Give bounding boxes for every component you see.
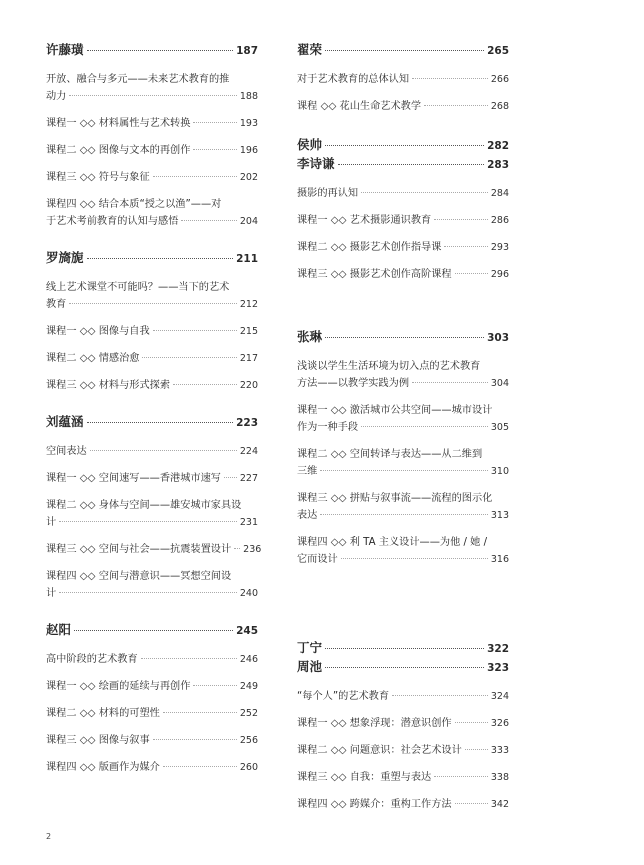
toc-entry-page: 286 — [490, 215, 509, 226]
toc-entry-line — [297, 742, 509, 759]
toc-entry-line — [297, 534, 509, 551]
author-page-number: 322 — [487, 643, 509, 655]
toc-author-block — [297, 42, 509, 115]
author-page-number: 283 — [487, 159, 509, 171]
author-name: 罗旖旎 — [46, 250, 84, 265]
toc-entry[interactable] — [46, 377, 258, 394]
dot-leader — [325, 337, 484, 338]
toc-entry-line — [297, 551, 509, 568]
toc-entry-line — [46, 651, 258, 668]
dot-leader — [455, 273, 488, 274]
author-name: 赵阳 — [46, 622, 72, 637]
toc-entry-page: 256 — [239, 735, 258, 746]
toc-entry-line — [46, 323, 258, 340]
toc-entry-text: 课程四 ◇◇ 版画作为媒介 — [46, 762, 160, 773]
toc-author-block — [297, 659, 509, 813]
dot-leader — [224, 477, 237, 478]
toc-entry[interactable] — [297, 402, 509, 436]
toc-entry-text: 课程一 ◇◇ 激活城市公共空间——城市设计 — [297, 405, 493, 416]
toc-entry-text: 课程二 ◇◇ 摄影艺术创作指导课 — [297, 242, 442, 253]
toc-entry-text: 三维 — [297, 466, 318, 477]
toc-author-block — [46, 622, 258, 776]
toc-entry-text: 计 — [46, 588, 57, 599]
toc-author-heading — [297, 640, 509, 657]
author-page-number: 303 — [487, 332, 509, 344]
toc-entry-page: 304 — [490, 378, 509, 389]
toc-entry-text: 课程三 ◇◇ 自我：重塑与表达 — [297, 772, 432, 783]
toc-entry[interactable] — [297, 534, 509, 568]
toc-entry-page: 342 — [490, 799, 509, 810]
toc-entry-page: 231 — [239, 517, 258, 528]
author-page-number: 187 — [236, 45, 258, 57]
dot-leader — [424, 105, 488, 106]
toc-entry-page: 305 — [490, 422, 509, 433]
dot-leader — [59, 521, 237, 522]
toc-author-block — [297, 640, 509, 657]
toc-author-heading — [297, 42, 509, 59]
author-name: 丁宁 — [297, 640, 323, 655]
toc-entry[interactable] — [297, 358, 509, 392]
toc-entry-text: 课程一 ◇◇ 图像与自我 — [46, 326, 150, 337]
toc-entry-text: 课程三 ◇◇ 空间与社会——抗震装置设计 — [46, 544, 232, 555]
toc-entry-text: 课程二 ◇◇ 身体与空间——雄安城市家具设 — [46, 500, 242, 511]
toc-entry-page: 193 — [239, 118, 258, 129]
toc-entry-text: 课程一 ◇◇ 绘画的延续与再创作 — [46, 681, 191, 692]
toc-entry-page: 188 — [239, 91, 258, 102]
toc-entry-page: 338 — [490, 772, 509, 783]
toc-entry-line — [46, 470, 258, 487]
toc-entry[interactable] — [46, 443, 258, 460]
toc-entry-page: 240 — [239, 588, 258, 599]
toc-entry-text: 对于艺术教育的总体认知 — [297, 74, 410, 85]
toc-entry-list — [46, 279, 258, 394]
dot-leader — [153, 176, 237, 177]
toc-entry[interactable] — [46, 470, 258, 487]
toc-entry[interactable] — [46, 323, 258, 340]
toc-right-column — [297, 36, 509, 833]
toc-author-heading — [297, 156, 509, 173]
dot-leader — [87, 258, 234, 259]
dot-leader — [361, 192, 488, 193]
toc-entry[interactable] — [297, 796, 509, 813]
toc-entry-line — [46, 71, 258, 88]
author-name: 翟荣 — [297, 42, 323, 57]
dot-leader — [153, 330, 237, 331]
toc-author-block — [46, 414, 262, 602]
dot-leader — [142, 357, 236, 358]
toc-entry-line — [46, 196, 258, 213]
toc-entry-line — [297, 212, 509, 229]
toc-author-heading — [297, 659, 509, 676]
toc-entry-line — [46, 514, 258, 531]
toc-entry-text: 课程四 ◇◇ 跨媒介：重构工作方法 — [297, 799, 452, 810]
author-page-number: 211 — [236, 253, 258, 265]
dot-leader — [325, 50, 484, 51]
toc-entry[interactable] — [46, 142, 258, 159]
toc-entry-line — [297, 715, 509, 732]
dot-leader — [69, 95, 236, 96]
toc-entry-page: 284 — [490, 188, 509, 199]
dot-leader — [341, 558, 488, 559]
toc-entry-list — [297, 71, 509, 115]
toc-entry-page: 260 — [239, 762, 258, 773]
toc-entry-line — [46, 585, 258, 602]
toc-entry-page: 204 — [239, 216, 258, 227]
dot-leader — [320, 470, 487, 471]
toc-entry-line — [297, 507, 509, 524]
toc-entry-text: 课程三 ◇◇ 符号与象征 — [46, 172, 150, 183]
toc-author-block — [297, 329, 509, 568]
toc-entry-line — [297, 463, 509, 480]
dot-leader — [90, 450, 237, 451]
toc-entry-page: 236 — [243, 544, 262, 555]
toc-entry-text: 课程四 ◇◇ 利 TA 主义设计——为他 / 她 / — [297, 537, 488, 548]
toc-entry-list — [297, 688, 509, 813]
toc-entry[interactable] — [297, 769, 509, 786]
toc-entry-line — [46, 279, 258, 296]
toc-entry-page: 202 — [239, 172, 258, 183]
toc-author-heading — [46, 250, 258, 267]
toc-entry-page: 196 — [239, 145, 258, 156]
author-name: 周池 — [297, 659, 323, 674]
author-page-number: 323 — [487, 662, 509, 674]
toc-entry-line — [46, 705, 258, 722]
toc-entry-line — [46, 568, 258, 585]
toc-entry-list — [297, 185, 509, 283]
author-name: 许藤璜 — [46, 42, 84, 57]
toc-entry-line — [297, 358, 509, 375]
toc-entry-line — [46, 377, 258, 394]
toc-entry-line — [46, 169, 258, 186]
toc-entry-page: 326 — [490, 718, 509, 729]
toc-entry-page: 212 — [239, 299, 258, 310]
dot-leader — [444, 246, 487, 247]
toc-entry-page: 217 — [239, 353, 258, 364]
dot-leader — [320, 514, 487, 515]
dot-leader — [59, 592, 237, 593]
toc-entry-line — [297, 375, 509, 392]
toc-entry[interactable] — [46, 651, 258, 668]
toc-entry-line — [46, 732, 258, 749]
toc-entry-text: 课程二 ◇◇ 图像与文本的再创作 — [46, 145, 191, 156]
toc-entry[interactable] — [297, 490, 509, 524]
toc-entry-line — [297, 769, 509, 786]
toc-entry-line — [297, 239, 509, 256]
toc-entry-line — [297, 419, 509, 436]
author-name: 侯帅 — [297, 137, 323, 152]
toc-entry[interactable] — [46, 71, 258, 105]
toc-entry-text: 课程一 ◇◇ 空间速写——香港城市速写 — [46, 473, 221, 484]
dot-leader — [325, 145, 484, 146]
toc-entry-text: 课程 ◇◇ 花山生命艺术教学 — [297, 101, 422, 112]
toc-entry-text: 课程二 ◇◇ 材料的可塑性 — [46, 708, 160, 719]
toc-entry-text: 表达 — [297, 510, 318, 521]
toc-entry[interactable] — [297, 715, 509, 732]
toc-entry-text: 计 — [46, 517, 57, 528]
dot-leader — [181, 220, 236, 221]
toc-entry-text: “每个人”的艺术教育 — [297, 691, 390, 702]
toc-entry[interactable] — [46, 678, 258, 695]
toc-entry-page: 313 — [490, 510, 509, 521]
toc-entry-line — [46, 497, 258, 514]
toc-entry-text: 高中阶段的艺术教育 — [46, 654, 138, 665]
toc-entry[interactable] — [297, 266, 509, 283]
toc-entry-text: 它而设计 — [297, 554, 338, 565]
toc-entry-list — [46, 443, 262, 602]
toc-entry[interactable] — [46, 350, 258, 367]
toc-author-heading — [46, 622, 258, 639]
toc-entry[interactable] — [46, 759, 258, 776]
toc-entry-page: 324 — [490, 691, 509, 702]
dot-leader — [392, 695, 488, 696]
dot-leader — [193, 685, 236, 686]
toc-entry-page: 246 — [239, 654, 258, 665]
toc-entry-text: 课程四 ◇◇ 空间与潜意识——冥想空间设 — [46, 571, 232, 582]
toc-entry[interactable] — [297, 446, 509, 480]
toc-entry-line — [297, 266, 509, 283]
toc-entry-text: 方法——以教学实践为例 — [297, 378, 410, 389]
toc-entry-page: 220 — [239, 380, 258, 391]
dot-leader — [163, 766, 237, 767]
toc-author-block — [297, 137, 509, 154]
dot-leader — [325, 667, 484, 668]
toc-entry-text: 作为一种手段 — [297, 422, 359, 433]
toc-entry-text: 空间表达 — [46, 446, 87, 457]
author-page-number: 282 — [487, 140, 509, 152]
toc-entry-line — [297, 490, 509, 507]
toc-entry[interactable] — [46, 705, 258, 722]
toc-entry-line — [297, 402, 509, 419]
toc-entry[interactable] — [46, 568, 258, 602]
toc-entry[interactable] — [297, 185, 509, 202]
toc-author-block — [46, 250, 258, 394]
dot-leader — [69, 303, 236, 304]
toc-entry-line — [297, 796, 509, 813]
toc-entry-text: 课程二 ◇◇ 情感治愈 — [46, 353, 140, 364]
toc-entry-line — [46, 115, 258, 132]
author-name: 张琳 — [297, 329, 323, 344]
toc-entry-text: 课程四 ◇◇ 结合本质“授之以渔”——对 — [46, 199, 222, 210]
toc-entry-line — [297, 446, 509, 463]
toc-entry-page: 266 — [490, 74, 509, 85]
toc-entry[interactable] — [46, 196, 258, 230]
toc-entry-text: 线上艺术课堂不可能吗？——当下的艺术 — [46, 282, 230, 293]
toc-entry-line — [297, 71, 509, 88]
toc-entry[interactable] — [297, 688, 509, 705]
toc-entry-line — [297, 688, 509, 705]
toc-entry[interactable] — [46, 732, 258, 749]
dot-leader — [74, 630, 233, 631]
dot-leader — [153, 739, 237, 740]
dot-leader — [87, 50, 234, 51]
dot-leader — [234, 548, 240, 549]
toc-entry-page: 252 — [239, 708, 258, 719]
toc-entry-list — [297, 358, 509, 568]
dot-leader — [455, 803, 488, 804]
toc-entry-text: 课程三 ◇◇ 材料与形式探索 — [46, 380, 171, 391]
toc-entry-line — [46, 142, 258, 159]
toc-entry-page: 293 — [490, 242, 509, 253]
author-name: 李诗谦 — [297, 156, 335, 171]
dot-leader — [163, 712, 237, 713]
toc-author-block — [46, 42, 258, 230]
toc-entry[interactable] — [297, 98, 509, 115]
toc-entry-line — [46, 296, 258, 313]
author-page-number: 223 — [236, 417, 258, 429]
toc-entry-line — [297, 98, 509, 115]
toc-entry-line — [297, 185, 509, 202]
dot-leader — [465, 749, 488, 750]
toc-entry-line — [46, 678, 258, 695]
toc-entry-text: 浅谈以学生生活环境为切入点的艺术教育 — [297, 361, 481, 372]
toc-entry-line — [46, 350, 258, 367]
toc-entry-line — [46, 213, 258, 230]
dot-leader — [434, 776, 488, 777]
toc-entry[interactable] — [46, 541, 262, 558]
dot-leader — [173, 384, 237, 385]
dot-leader — [361, 426, 488, 427]
toc-left-column — [46, 36, 262, 796]
toc-entry[interactable] — [297, 239, 509, 256]
toc-entry[interactable] — [46, 169, 258, 186]
toc-entry-page: 215 — [239, 326, 258, 337]
toc-entry-line — [46, 443, 258, 460]
dot-leader — [87, 422, 234, 423]
toc-entry-text: 教育 — [46, 299, 67, 310]
toc-entry-text: 课程三 ◇◇ 拼贴与叙事流——流程的图示化 — [297, 493, 493, 504]
author-page-number: 265 — [487, 45, 509, 57]
toc-entry[interactable] — [46, 497, 258, 531]
toc-entry[interactable] — [297, 212, 509, 229]
toc-entry-page: 268 — [490, 101, 509, 112]
toc-entry-list — [46, 651, 258, 776]
dot-leader — [434, 219, 488, 220]
toc-author-heading — [46, 42, 258, 59]
toc-entry-text: 课程三 ◇◇ 图像与叙事 — [46, 735, 150, 746]
toc-entry-page: 316 — [490, 554, 509, 565]
toc-entry-text: 课程二 ◇◇ 空间转译与表达——从二维到 — [297, 449, 483, 460]
toc-entry-text: 于艺术考前教育的认知与感悟 — [46, 216, 179, 227]
toc-entry-text: 课程三 ◇◇ 摄影艺术创作高阶课程 — [297, 269, 452, 280]
toc-entry-text: 课程二 ◇◇ 问题意识：社会艺术设计 — [297, 745, 462, 756]
toc-entry-text: 课程一 ◇◇ 材料属性与艺术转换 — [46, 118, 191, 129]
toc-entry[interactable] — [297, 742, 509, 759]
toc-entry-text: 摄影的再认知 — [297, 188, 359, 199]
toc-author-heading — [297, 329, 509, 346]
dot-leader — [455, 722, 488, 723]
toc-author-block — [297, 156, 509, 283]
toc-entry-page: 333 — [490, 745, 509, 756]
toc-entry-page: 249 — [239, 681, 258, 692]
toc-entry-text: 动力 — [46, 91, 67, 102]
page-number: 2 — [46, 832, 52, 841]
toc-entry-line — [46, 759, 258, 776]
toc-entry-page: 310 — [490, 466, 509, 477]
author-page-number: 245 — [236, 625, 258, 637]
toc-entry-page: 224 — [239, 446, 258, 457]
toc-entry-line — [46, 541, 262, 558]
author-name: 刘蕴涵 — [46, 414, 84, 429]
toc-entry-text: 课程一 ◇◇ 艺术摄影通识教育 — [297, 215, 432, 226]
toc-author-heading — [46, 414, 258, 431]
toc-author-heading — [297, 137, 509, 154]
dot-leader — [325, 648, 484, 649]
toc-entry[interactable] — [297, 71, 509, 88]
toc-entry-page: 296 — [490, 269, 509, 280]
toc-entry-list — [46, 71, 258, 230]
dot-leader — [193, 122, 236, 123]
toc-entry[interactable] — [46, 279, 258, 313]
toc-entry-text: 开放、融合与多元——未来艺术教育的推 — [46, 74, 230, 85]
toc-entry-line — [46, 88, 258, 105]
dot-leader — [412, 382, 488, 383]
toc-entry-text: 课程一 ◇◇ 想象浮现：潜意识创作 — [297, 718, 452, 729]
dot-leader — [338, 164, 485, 165]
dot-leader — [193, 149, 236, 150]
toc-entry[interactable] — [46, 115, 258, 132]
dot-leader — [141, 658, 237, 659]
toc-entry-page: 227 — [239, 473, 258, 484]
dot-leader — [412, 78, 488, 79]
